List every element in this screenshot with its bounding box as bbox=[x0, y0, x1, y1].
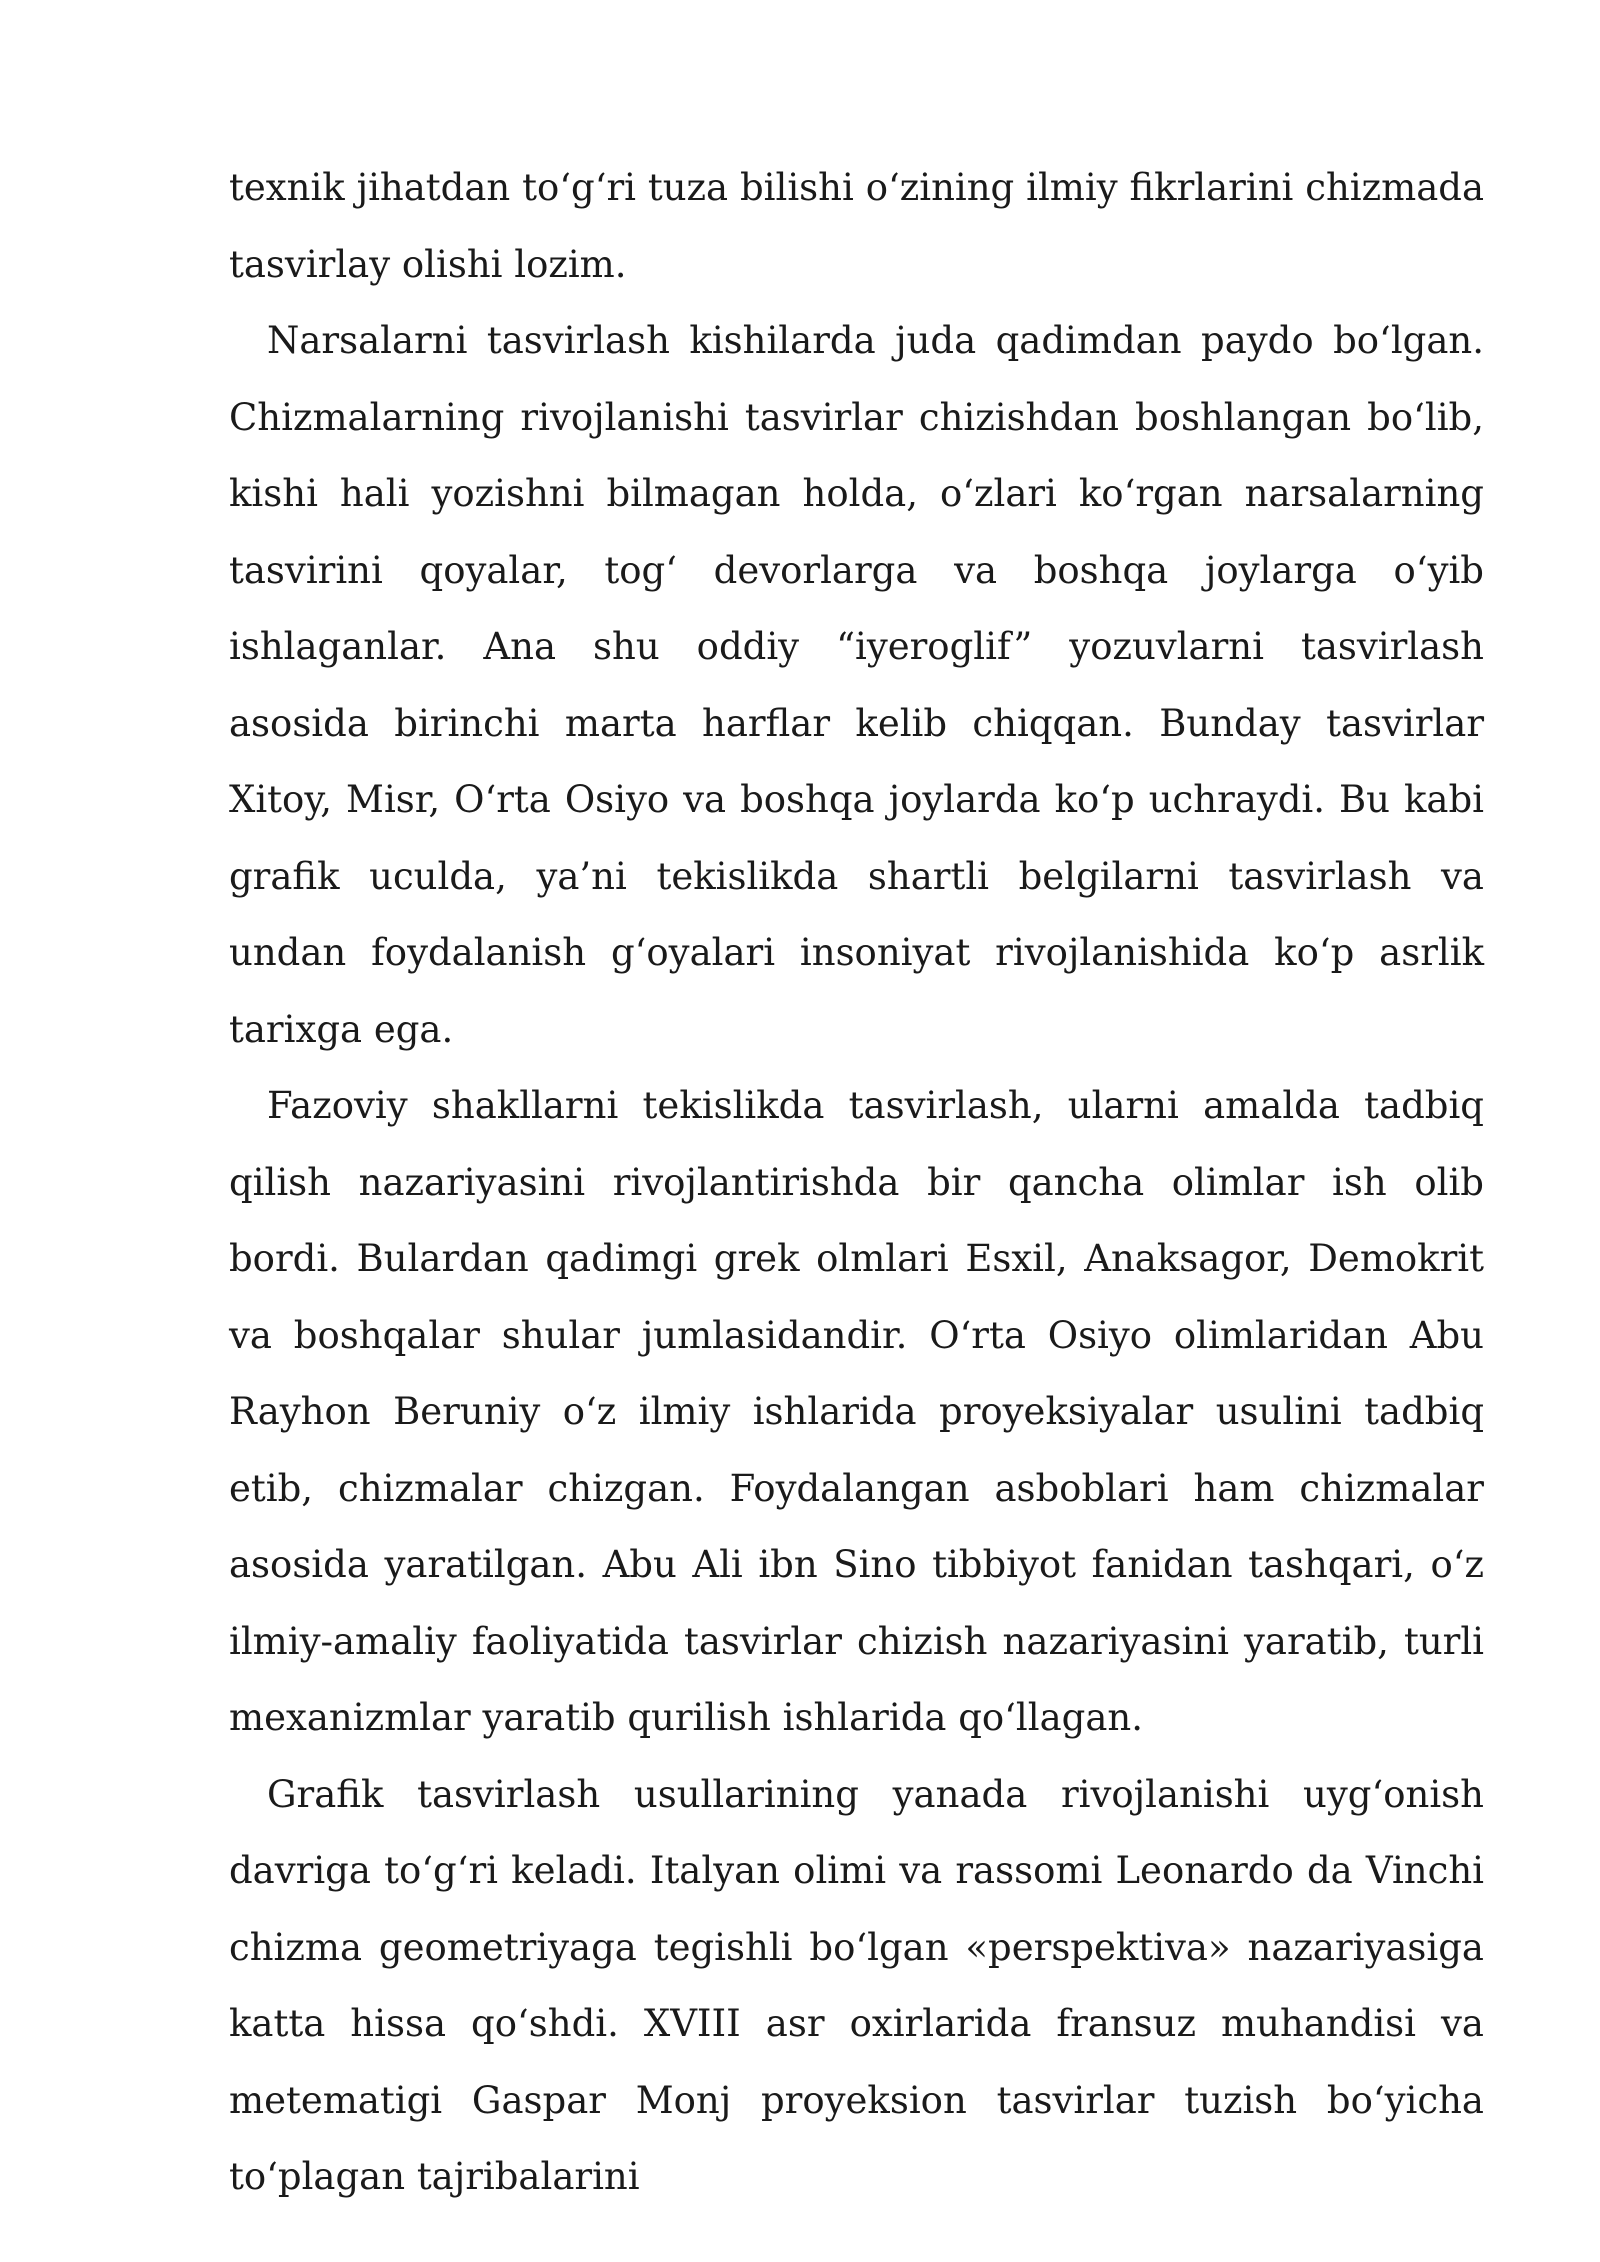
paragraph-3: Fazoviy shakllarni tekislikda tasvirlash, ularni amalda tadbiq qilish nazariyasini rivojlantirishda bir qancha olimlar ish olib bordi. Bulardan qadimgi grek olmlari Esxil, Anaksagor, Demokrit va boshqalar shular jumlasidandir. O‘rta Osiyo olimlaridan Abu Rayhon Beruniy o‘z ilmiy ishlarida proyeksiyalar usulini tadbiq etib, chizmalar chizgan. Foydalangan asboblari ham chizmalar asosida yaratilgan. Abu Ali ibn Sino tibbiyot fanidan tashqari, o‘z ilmiy-amaliy faoliyatida tasvirlar chizish nazariyasini yaratib, turli mexanizmlar yaratib qurilish ishlarida qo‘llagan. bbox=[229, 1084, 1484, 1739]
paragraph-4: Grafik tasvirlash usullarining yanada rivojlanishi uyg‘onish davriga to‘g‘ri keladi. Italyan olimi va rassomi Leonardo da Vinchi chizma geometriyaga tegishli bo‘lgan «perspektiva» nazariyasiga katta hissa qo‘shdi. XVIII asr oxirlarida fransuz muhandisi va metematigi Gaspar Monj proyeksion tasvirlar tuzish bo‘yicha to‘plagan tajribalarini bbox=[229, 1772, 1484, 2198]
paragraph-1: texnik jihatdan to‘g‘ri tuza bilishi o‘zining ilmiy fikrlarini chizmada tasvirlay olishi lozim. bbox=[229, 166, 1484, 286]
paragraph-2: Narsalarni tasvirlash kishilarda juda qadimdan paydo bo‘lgan. Chizmalarning rivojlanishi tasvirlar chizishdan boshlangan bo‘lib, kishi hali yozishni bilmagan holda, o‘zlari ko‘rgan narsalarning tasvirini qoyalar, tog‘ devorlarga va boshqa joylarga o‘yib ishlaganlar. Ana shu oddiy “iyeroglif” yozuvlarni tasvirlash asosida birinchi marta harflar kelib chiqqan. Bunday tasvirlar Xitoy, Misr, O‘rta Osiyo va boshqa joylarda ko‘p uchraydi. Bu kabi grafik uculda, ya’ni tekislikda shartli belgilarni tasvirlash va undan foydalanish g‘oyalari insoniyat rivojlanishida ko‘p asrlik tarixga ega. bbox=[229, 319, 1484, 1051]
body-text bbox=[229, 150, 1484, 2216]
